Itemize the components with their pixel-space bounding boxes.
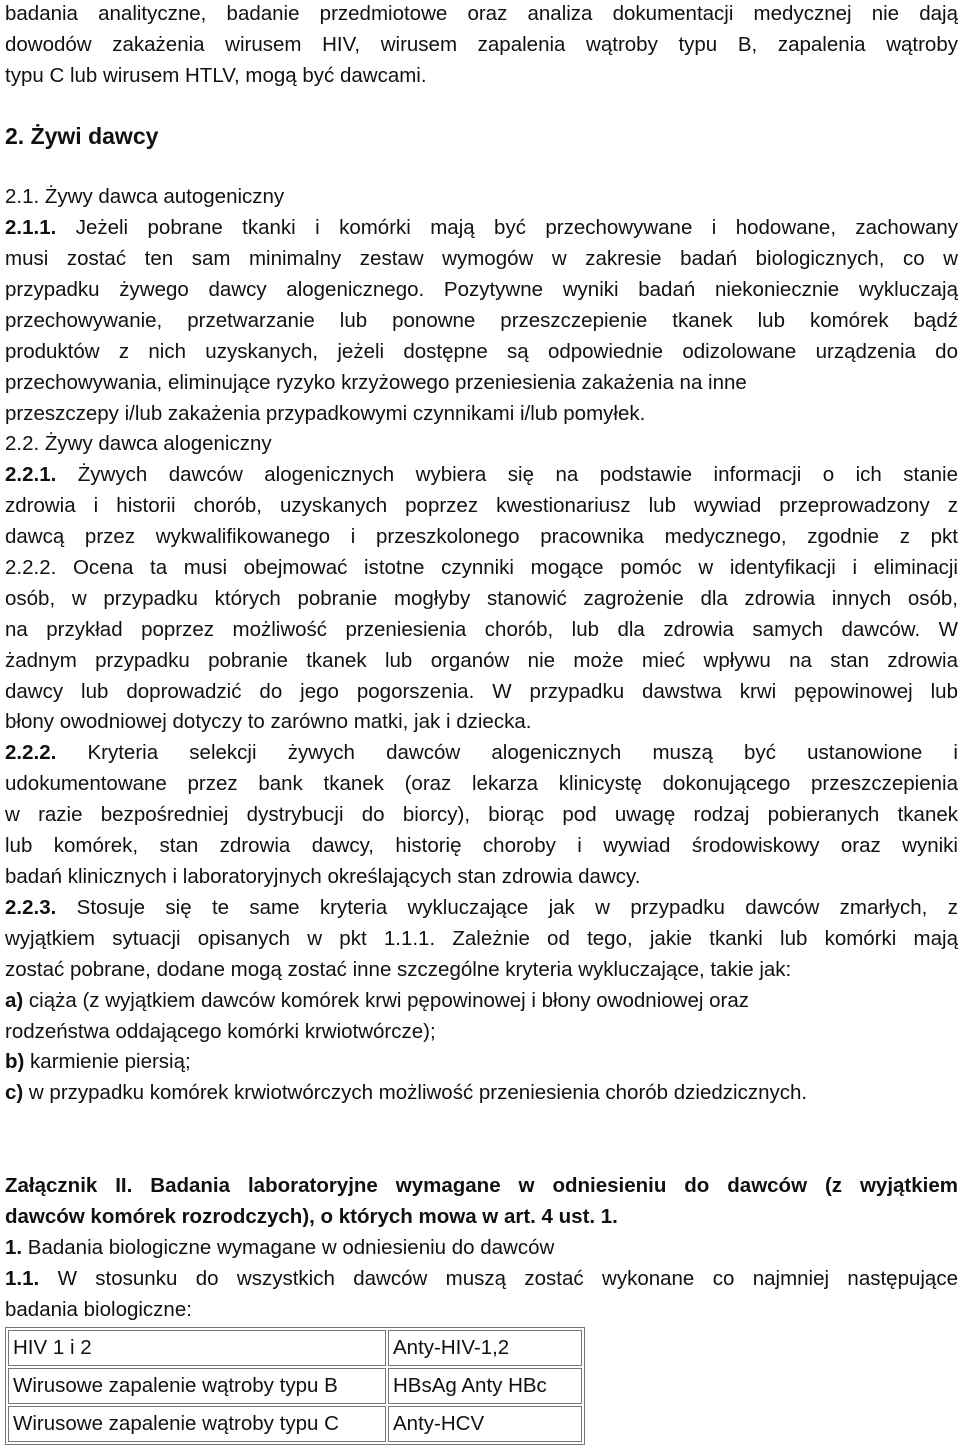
list-item-b-text: karmienie piersią; bbox=[24, 1050, 191, 1073]
section-2-1-1-line-7: przeszczepy i/lub zakażenia przypadkowymi czynnikami i/lub pomyłek. bbox=[5, 402, 646, 425]
table-row bbox=[8, 1368, 582, 1404]
paragraph-text: Kryteria selekcji żywych dawców alogenicznych muszą być ustanowione i bbox=[56, 741, 958, 764]
paragraph-text: Jeżeli pobrane tkanki i komórki mają być przechowywane i hodowane, zachowany bbox=[56, 216, 958, 239]
section-2-1-1-line-2: musi zostać ten sam minimalny zestaw wymogów w zakresie badań biologicznych, co w bbox=[5, 247, 958, 270]
section-2-2-3-line-3: zostać pobrane, dodane mogą zostać inne szczególne kryteria wykluczające, takie jak: bbox=[5, 958, 792, 981]
list-item-a-line-2: rodzeństwa oddającego komórki krwiotwórcze); bbox=[5, 1020, 436, 1043]
intro-line-3: typu C lub wirusem HTLV, mogą być dawcami. bbox=[5, 64, 427, 87]
section-2-1-heading: 2.1. Żywy dawca autogeniczny bbox=[5, 185, 285, 208]
paragraph-text: Badania biologiczne wymagane w odniesieniu do dawców bbox=[22, 1236, 555, 1259]
annex-section-1-1-line-2: badania biologiczne: bbox=[5, 1298, 192, 1321]
section-2-2-1-line-9: błony owodniowej dotyczy to zarówno matki, jak i dziecka. bbox=[5, 710, 532, 733]
section-2-2-1-line-3: dawcą przez wykwalifikowanego i przeszkolonego pracownika medycznego, zgodnie z pkt bbox=[5, 525, 958, 548]
list-item-c bbox=[5, 1077, 807, 1108]
section-2-2-heading: 2.2. Żywy dawca alogeniczny bbox=[5, 432, 272, 455]
test-cell: Anty-HCV bbox=[388, 1406, 582, 1442]
list-item-a-label: a) bbox=[5, 989, 24, 1012]
section-2-2-3-line-1 bbox=[5, 892, 958, 923]
paragraph-text: Żywych dawców alogenicznych wybiera się na podstawie informacji o ich stanie bbox=[56, 463, 958, 486]
annex-section-1 bbox=[5, 1232, 554, 1263]
list-item-c-label: c) bbox=[5, 1081, 24, 1104]
section-number: 1.1. bbox=[5, 1267, 40, 1290]
test-cell: HBsAg Anty HBc bbox=[388, 1368, 582, 1404]
section-2-2-1-line-8: dawcy lub doprowadzić do jego pogorszenia. W przypadku dawstwa krwi pępowinowej lub bbox=[5, 680, 958, 703]
section-2-1-1-line-4: przechowywanie, przetwarzanie lub ponowne przeszczepienie tkanek lub komórek bądź bbox=[5, 309, 958, 332]
paragraph-text: W stosunku do wszystkich dawców muszą zostać wykonane co najmniej następujące bbox=[39, 1267, 958, 1290]
section-2-1-1-line-3: przypadku żywego dawcy alogenicznego. Pozytywne wyniki badań niekoniecznie wykluczają bbox=[5, 278, 958, 301]
section-2-2-1-line-4: 2.2.2. Ocena ta musi obejmować istotne czynniki mogące pomóc w identyfikacji i eliminacji bbox=[5, 556, 958, 579]
intro-line-1: badania analityczne, badanie przedmiotowe oraz analiza dokumentacji medycznej nie dają bbox=[5, 2, 958, 25]
list-item-b-label: b) bbox=[5, 1050, 25, 1073]
section-2-2-2-line-2: udokumentowane przez bank tkanek (oraz lekarza klinicystę dokonującego przeszczepienia bbox=[5, 772, 958, 795]
section-2-2-2-line-3: w razie bezpośredniej dystrybucji do biorcy), biorąc pod uwagę rodzaj pobieranych tkanek bbox=[5, 803, 958, 826]
section-2-1-1-line-6: przechowywania, eliminujące ryzyko krzyżowego przeniesienia zakażenia na inne bbox=[5, 371, 747, 394]
section-2-2-1-line-6: na przykład poprzez możliwość przeniesienia chorób, lub dla zdrowia samych dawców. W bbox=[5, 618, 958, 641]
list-item-a-line-1 bbox=[5, 985, 749, 1016]
biological-tests-table bbox=[5, 1327, 585, 1445]
section-2-1-1-line-1 bbox=[5, 212, 958, 243]
table-row bbox=[8, 1330, 582, 1366]
disease-cell: HIV 1 i 2 bbox=[8, 1330, 386, 1366]
section-number: 2.2.3. bbox=[5, 896, 57, 919]
section-number: 2.2.1. bbox=[5, 463, 57, 486]
section-2-2-2-line-4: lub komórek, stan zdrowia dawcy, historię choroby i wywiad środowiskowy oraz wyniki bbox=[5, 834, 958, 857]
annex-heading-line-2: dawców komórek rozrodczych), o których mowa w art. 4 ust. 1. bbox=[5, 1205, 618, 1228]
list-item-c-text: w przypadku komórek krwiotwórczych możliwość przeniesienia chorób dziedzicznych. bbox=[23, 1081, 808, 1104]
list-item-a-text: ciąża (z wyjątkiem dawców komórek krwi pępowinowej i błony owodniowej oraz bbox=[23, 989, 750, 1012]
section-2-2-1-line-7: żadnym przypadku pobranie tkanek lub organów nie może mieć wpływu na stan zdrowia bbox=[5, 649, 958, 672]
annex-heading-line-1: Załącznik II. Badania laboratoryjne wymagane w odniesieniu do dawców (z wyjątkiem bbox=[5, 1174, 958, 1197]
section-number: 2.1.1. bbox=[5, 216, 57, 239]
section-2-heading: 2. Żywi dawcy bbox=[5, 123, 159, 149]
section-2-2-1-line-2: zdrowia i historii chorób, uzyskanych poprzez kwestionariusz lub wywiad przeprowadzony z bbox=[5, 494, 958, 517]
intro-line-2: dowodów zakażenia wirusem HIV, wirusem zapalenia wątroby typu B, zapalenia wątroby bbox=[5, 33, 958, 56]
section-2-2-1-line-1 bbox=[5, 459, 958, 490]
test-cell: Anty-HIV-1,2 bbox=[388, 1330, 582, 1366]
section-number: 2.2.2. bbox=[5, 741, 57, 764]
section-2-2-1-line-5: osób, w przypadku których pobranie mogłyby stanowić zagrożenie dla zdrowia innych osób, bbox=[5, 587, 958, 610]
section-2-1-1-line-5: produktów z nich uzyskanych, jeżeli dostępne są odpowiednie odizolowane urządzenia do bbox=[5, 340, 958, 363]
list-item-b bbox=[5, 1046, 191, 1077]
disease-cell: Wirusowe zapalenie wątroby typu C bbox=[8, 1406, 386, 1442]
annex-section-1-1-line-1 bbox=[5, 1263, 958, 1294]
section-2-2-2-line-1 bbox=[5, 737, 958, 768]
section-2-2-3-line-2: wyjątkiem sytuacji opisanych w pkt 1.1.1. Zależnie od tego, jakie tkanki lub komórki mają bbox=[5, 927, 958, 950]
section-2-2-2-line-5: badań klinicznych i laboratoryjnych określających stan zdrowia dawcy. bbox=[5, 865, 641, 888]
paragraph-text: Stosuje się te same kryteria wykluczające jak w przypadku dawców zmarłych, z bbox=[56, 896, 958, 919]
table-row bbox=[8, 1406, 582, 1442]
section-number: 1. bbox=[5, 1236, 23, 1259]
disease-cell: Wirusowe zapalenie wątroby typu B bbox=[8, 1368, 386, 1404]
